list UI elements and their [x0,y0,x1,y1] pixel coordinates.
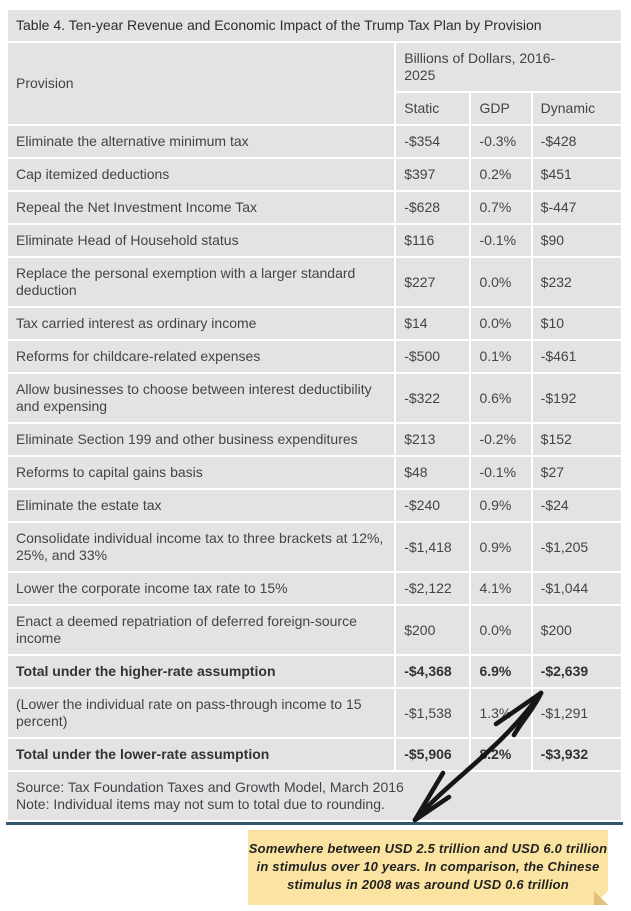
gdp-cell: -0.2% [471,424,530,455]
provision-cell: Eliminate the estate tax [8,490,394,521]
dynamic-column-header: Dynamic [533,93,621,124]
static-cell: -$628 [396,192,469,223]
header-row-group [8,43,621,91]
static-cell: $200 [396,606,469,654]
table-row [8,341,621,372]
gdp-column-header: GDP [471,93,530,124]
gdp-cell: 1.3% [471,689,530,737]
table-row [8,573,621,604]
provision-cell: Eliminate the alternative minimum tax [8,126,394,157]
gdp-cell: -0.1% [471,457,530,488]
static-cell: -$1,538 [396,689,469,737]
table-head [8,10,621,124]
table-row [8,457,621,488]
gdp-cell: -0.3% [471,126,530,157]
dynamic-cell: -$1,205 [533,523,621,571]
dynamic-cell: $27 [533,457,621,488]
static-cell: -$500 [396,341,469,372]
provision-cell: Reforms to capital gains basis [8,457,394,488]
dynamic-cell: -$428 [533,126,621,157]
static-cell: $48 [396,457,469,488]
table-row [8,606,621,654]
gdp-cell: 4.1% [471,573,530,604]
static-cell: $14 [396,308,469,339]
gdp-cell: 0.2% [471,159,530,190]
gdp-cell: 0.7% [471,192,530,223]
provision-cell: (Lower the individual rate on pass-through income to 15 percent) [8,689,394,737]
gdp-cell: 0.1% [471,341,530,372]
table-body [8,126,621,770]
sticky-note-line: stimulus in 2008 was around USD 0.6 trillion [287,877,569,892]
table-row [8,258,621,306]
provision-cell: Lower the corporate income tax rate to 15% [8,573,394,604]
static-cell: $213 [396,424,469,455]
table-row [8,689,621,737]
static-column-header: Static [396,93,469,124]
group-column-header: Billions of Dollars, 2016-2025 [396,43,621,91]
static-cell: -$1,418 [396,523,469,571]
dynamic-cell: -$1,291 [533,689,621,737]
table-foot [8,772,621,820]
dynamic-cell: $90 [533,225,621,256]
table-row [8,656,621,687]
static-cell: $227 [396,258,469,306]
static-cell: $116 [396,225,469,256]
table-row [8,126,621,157]
gdp-cell: 0.0% [471,308,530,339]
provision-cell: Eliminate Head of Household status [8,225,394,256]
static-cell: -$240 [396,490,469,521]
gdp-cell: 0.6% [471,374,530,422]
source-cell [8,772,621,820]
provision-cell: Total under the higher-rate assumption [8,656,394,687]
static-cell: -$322 [396,374,469,422]
gdp-cell: 6.9% [471,656,530,687]
provision-column-header: Provision [8,43,394,124]
source-row [8,772,621,820]
gdp-cell: 0.0% [471,258,530,306]
table-row [8,192,621,223]
static-cell: -$5,906 [396,739,469,770]
table-row [8,424,621,455]
table-row [8,374,621,422]
page [0,8,631,911]
provision-cell: Repeal the Net Investment Income Tax [8,192,394,223]
provision-cell: Eliminate Section 199 and other business expenditures [8,424,394,455]
sticky-note-line: Somewhere between USD 2.5 trillion and USD 6.0 trillion [248,841,608,856]
dynamic-cell: $451 [533,159,621,190]
provision-cell: Total under the lower-rate assumption [8,739,394,770]
provision-cell: Replace the personal exemption with a larger standard deduction [8,258,394,306]
table-row [8,739,621,770]
table-row [8,308,621,339]
source-text: Source: Tax Foundation Taxes and Growth Model, March 2016 [16,779,404,795]
static-cell: -$2,122 [396,573,469,604]
dynamic-cell: -$2,639 [533,656,621,687]
table-row [8,225,621,256]
provision-cell: Enact a deemed repatriation of deferred foreign-source income [8,606,394,654]
gdp-cell: -0.1% [471,225,530,256]
dynamic-cell: $200 [533,606,621,654]
gdp-cell: 0.0% [471,606,530,654]
sticky-note-line: in stimulus over 10 years. In comparison, the Chinese [256,859,600,874]
revenue-impact-table [6,8,623,822]
gdp-cell: 0.9% [471,523,530,571]
note-text: Note: Individual items may not sum to total due to rounding. [16,796,385,812]
dynamic-cell: -$1,044 [533,573,621,604]
provision-cell: Reforms for childcare-related expenses [8,341,394,372]
dynamic-cell: -$3,932 [533,739,621,770]
table-row [8,490,621,521]
dynamic-cell: $232 [533,258,621,306]
dynamic-cell: -$461 [533,341,621,372]
static-cell: $397 [396,159,469,190]
table-row [8,523,621,571]
bottom-rule [6,822,623,825]
dynamic-cell: -$24 [533,490,621,521]
table-title-row [8,10,621,41]
sticky-note-text [248,830,608,894]
gdp-cell: 8.2% [471,739,530,770]
table-row [8,159,621,190]
provision-cell: Cap itemized deductions [8,159,394,190]
sticky-note [248,830,608,905]
dynamic-cell: $-447 [533,192,621,223]
static-cell: -$4,368 [396,656,469,687]
provision-cell: Tax carried interest as ordinary income [8,308,394,339]
provision-cell: Allow businesses to choose between interest deductibility and expensing [8,374,394,422]
table-title: Table 4. Ten-year Revenue and Economic Impact of the Trump Tax Plan by Provision [8,10,621,41]
static-cell: -$354 [396,126,469,157]
dynamic-cell: -$192 [533,374,621,422]
gdp-cell: 0.9% [471,490,530,521]
provision-cell: Consolidate individual income tax to three brackets at 12%, 25%, and 33% [8,523,394,571]
dynamic-cell: $152 [533,424,621,455]
dynamic-cell: $10 [533,308,621,339]
